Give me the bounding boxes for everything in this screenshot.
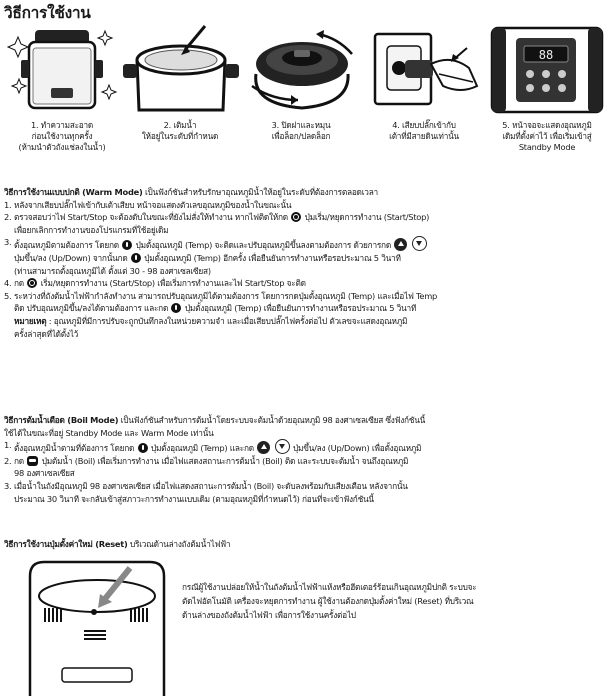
step-3 (242, 24, 360, 142)
step-1 (3, 24, 121, 153)
step-2 (121, 24, 239, 142)
up-button-icon (257, 441, 270, 454)
reset-heading: วิธีการใช้งานปุ่มตั้งค่าใหม่ (Reset) (4, 539, 128, 549)
cleaning-illustration (3, 24, 121, 114)
boil-button-icon (27, 456, 38, 466)
reset-button-icon (91, 609, 97, 615)
warm-mode-section: วิธีการใช้งานแบบปกติ (Warm Mode) เป็นฟังก์ชันสำหรับรักษาอุณหภูมิน้ำให้อยู่ในระดับที่ต้องการตลอดเวลา 1. หลังจากเสียบปลั๊กไฟเข้ากับเต้าเสียบ หน้าจอแสดงตัวเลขอุณหภูมิของน้ำในขณะนั้น 2. ตรวจสอบว่าไฟ Start/Stop จะต้องดับในขณะที่ยังไม่สั่งให้ทำงาน หากไฟติดให้กด ปุ่มเริ่ม/หยุดการทำงาน (Start/Stop) เพื่อยกเลิกการทำงานของโปรแกรมที่ใช้อยู่เดิม 3. ตั้งอุณหภูมิตามต้องการ โดยกด ปุ่มตั้งอุณหภูมิ (Temp) จะติดและปรับอุณหภูมิขึ้นลงตามต้องการ ด้วยการกด ปุ่มขึ้น/ลง (Up/Down) จากนั้นกด ปุ่มตั้งอุณหภูมิ (Temp) อีกครั้ง เพื่อยืนยันการทำงานหรือรอประมาณ 5 วินาที (ท่านสามารถตั้งอุณหภูมิได้ ตั้งแต่ 30 - 98 องศาเซลเซียส) 4. กด เริ่ม/หยุดการทำงาน (Start/Stop) เพื่อเริ่มการทำงานและไฟ Start/Stop จะติด 5. ระหว่างที่ถังต้มน้ำไฟฟ้ากำลังทำงาน สามารถปรับอุณหภูมิได้ตามต้องการ โดยการกดปุ่มตั้งอุณหภูมิ (Temp) และเมื่อไฟ Temp ติด ปรับอุณหภูมิขึ้น/ลงได้ตามต้องการ และกด ปุ่มตั้งอุณหภูมิ (Temp) เพื่อยืนยันการทำงานหรือรอประมาณ 5 วินาที หมายเหตุ : อุณหภูมิที่มีการปรับจะถูกบันทึกลงในหน่วยความจำ และเมื่อเสียบปลั๊กไฟครั้งต่อไป ตัวเลขจะแสดงอุณหภูมิ ครั้งล่าสุดที่ได้ตั้งไว้ (4, 186, 604, 340)
list-item: 2. ตรวจสอบว่าไฟ Start/Stop จะต้องดับในขณะที่ยังไม่สั่งให้ทำงาน หากไฟติดให้กด ปุ่มเริ่ม/หยุดการทำงาน (Start/Stop) เพื่อยกเลิกการทำงานของโปรแกรมที่ใช้อยู่เดิม (4, 212, 430, 235)
list-item: 3. ตั้งอุณหภูมิตามต้องการ โดยกด ปุ่มตั้งอุณหภูมิ (Temp) จะติดและปรับอุณหภูมิขึ้นลงตามต้องการ ด้วยการกด ปุ่มขึ้น/ลง (Up/Down) จากนั้นกด ปุ่มตั้งอุณหภูมิ (Temp) อีกครั้ง เพื่อยืนยันการทำงานหรือรอประมาณ 5 วินาที (ท่านสามารถตั้งอุณหภูมิได้ ตั้งแต่ 30 - 98 องศาเซลเซียส) (4, 236, 604, 277)
list-item: 5. ระหว่างที่ถังต้มน้ำไฟฟ้ากำลังทำงาน สามารถปรับอุณหภูมิได้ตามต้องการ โดยการกดปุ่มตั้งอุณหภูมิ (Temp) และเมื่อไฟ Temp ติด ปรับอุณหภูมิขึ้น/ลงได้ตามต้องการ และกด ปุ่มตั้งอุณหภูมิ (Temp) เพื่อยืนยันการทำงานหรือรอประมาณ 5 วินาที หมายเหตุ : อุณหภูมิที่มีการปรับจะถูกบันทึกลงในหน่วยความจำ และเมื่อเสียบปลั๊กไฟครั้งต่อไป ตัวเลขจะแสดงอุณหภูมิ ครั้งล่าสุดที่ได้ตั้งไว้ (4, 290, 438, 339)
step-2-caption: 2. เติมน้ำ ให้อยู่ในระดับที่กำหนด (141, 120, 219, 141)
display-readout: 88 (538, 48, 554, 62)
thermometer-icon (138, 443, 148, 453)
step-3-caption: 3. ปิดฝาและหมุน เพื่อล็อก/ปลดล็อก (271, 120, 331, 141)
reset-illustration (22, 556, 172, 696)
step-4-caption: 4. เสียบปลั๊กเข้ากับ เต้าที่มีสายดินเท่านั้น (389, 120, 459, 141)
lid-lock-illustration (242, 24, 360, 114)
reset-description: กรณีผู้ใช้งานปล่อยให้น้ำในถังต้มน้ำไฟฟ้าแห้งหรือฮีตเตอร์ร้อนเกินอุณหภูมิปกติ ระบบจะ ตัดไฟอัตโนมัติ เครื่องจะหยุดการทำงาน ผู้ใช้งานต้องกดปุ่มตั้งค่าใหม่ (Reset) ที่บริเวณ ด้านล่างของถังต้มน้ำไฟฟ้า เพื่อการใช้งานครั้งต่อไป (182, 582, 477, 620)
display-panel-illustration (488, 24, 606, 114)
thermometer-icon (171, 303, 181, 313)
list-item: 3. เมื่อน้ำในถังมีอุณหภูมิ 98 องศาเซลเซียส เมื่อไฟแสดงสถานะการต้มน้ำ (Boil) จะดับลงพร้อมกับเสียงเตือน หลังจากนั้น ประมาณ 30 วินาที จะกลับเข้าสู่สภาวะการทำงานแบบเดิม (ตามอุณหภูมิที่กำหนดไว้) ก่อนที่จะเข้าฟังก์ชันนี้ (4, 480, 408, 504)
thermometer-icon (131, 253, 141, 263)
plug-in-illustration (365, 24, 483, 114)
boil-mode-section: วิธีการต้มน้ำเดือด (Boil Mode) เป็นฟังก์ชันสำหรับการต้มน้ำโดยระบบจะต้มน้ำด้วยอุณหภูมิ 98 องศาเซลเซียส ซึ่งฟังก์ชันนี้ ใช้ได้ในขณะที่อยู่ Standby Mode และ Warm Mode เท่านั้น 1. ตั้งอุณหภูมิน้ำตามที่ต้องการ โดยกด ปุ่มตั้งอุณหภูมิ (Temp) และกด ปุ่มขึ้น/ลง (Up/Down) เพื่อตั้งอุณหภูมิ 2. กด ปุ่มต้มน้ำ (Boil) เพื่อเริ่มการทำงาน เมื่อไฟแสดงสถานะการต้มน้ำ (Boil) ติด และระบบจะต้มน้ำ จนถึงอุณหภูมิ 98 องศาเซลเซียส 3. เมื่อน้ำในถังมีอุณหภูมิ 98 องศาเซลเซียส เมื่อไฟแสดงสถานะการต้มน้ำ (Boil) จะดับลงพร้อมกับเสียงเตือน หลังจากนั้น ประมาณ 30 วินาที จะกลับเข้าสู่สภาวะการทำงานแบบเดิม (ตามอุณหภูมิที่กำหนดไว้) ก่อนที่จะเข้าฟังก์ชันนี้ (4, 414, 604, 505)
page-title: วิธีการใช้งาน (4, 4, 91, 22)
list-item: 4. กด เริ่ม/หยุดการทำงาน (Start/Stop) เพื่อเริ่มการทำงานและไฟ Start/Stop จะติด (4, 278, 306, 289)
vent-right (130, 608, 148, 622)
list-item: 1. หลังจากเสียบปลั๊กไฟเข้ากับเต้าเสียบ หน้าจอแสดงตัวเลขอุณหภูมิของน้ำในขณะนั้น (4, 199, 292, 210)
warm-heading: วิธีการใช้งานแบบปกติ (Warm Mode) (4, 187, 143, 197)
vent-left (44, 608, 62, 622)
step-4 (365, 24, 483, 142)
list-item: 2. กด ปุ่มต้มน้ำ (Boil) เพื่อเริ่มการทำงาน เมื่อไฟแสดงสถานะการต้มน้ำ (Boil) ติด และระบบจะต้มน้ำ จนถึงอุณหภูมิ 98 องศาเซลเซียส (4, 455, 409, 479)
fill-water-illustration (121, 24, 239, 114)
step-5-caption: 5. หน้าจอจะแสดงอุณหภูมิ เดิมที่ตั้งค่าไว้ เพื่อเริ่มเข้าสู่ Standby Mode (502, 120, 592, 152)
up-button-icon (394, 238, 407, 251)
boil-heading: วิธีการต้มน้ำเดือด (Boil Mode) (4, 415, 119, 425)
vent-bottom (84, 630, 106, 640)
down-button-icon (275, 439, 290, 454)
thermometer-icon (122, 240, 132, 250)
down-button-icon (412, 236, 427, 251)
reset-diagram (22, 556, 172, 696)
reset-section: วิธีการใช้งานปุ่มตั้งค่าใหม่ (Reset) บริเวณด้านล่างถังต้มน้ำไฟฟ้า (4, 539, 231, 549)
steps-strip (0, 24, 611, 174)
list-item: 1. ตั้งอุณหภูมิน้ำตามที่ต้องการ โดยกด ปุ่มตั้งอุณหภูมิ (Temp) และกด ปุ่มขึ้น/ลง (Up/Down) เพื่อตั้งอุณหภูมิ (4, 440, 422, 454)
step-1-caption: 1. ทำความสะอาด ก่อนใช้งานทุกครั้ง (ห้ามนำตัวถังแช่ลงในน้ำ) (18, 120, 106, 152)
step-5 (488, 24, 606, 153)
power-button-icon (27, 278, 37, 288)
power-button-icon (291, 212, 301, 222)
